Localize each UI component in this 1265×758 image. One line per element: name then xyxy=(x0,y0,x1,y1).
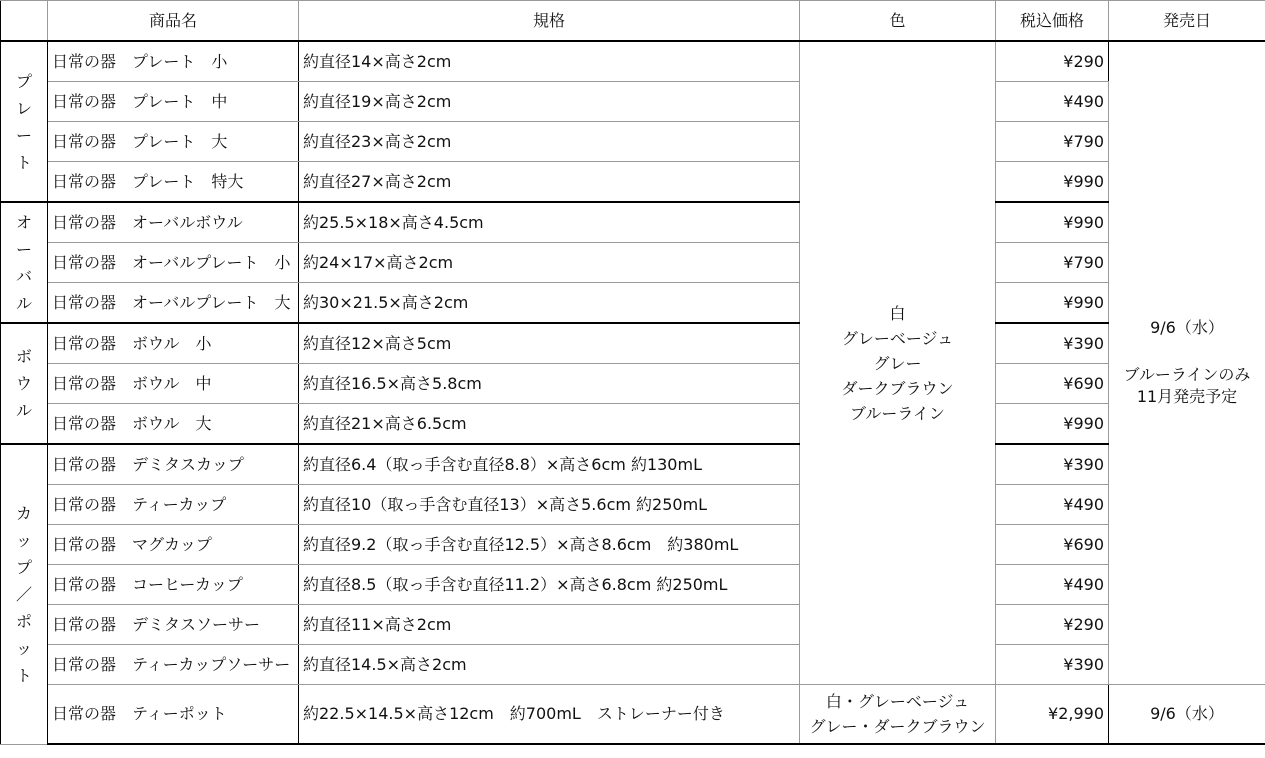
color-cell-main xyxy=(800,41,996,685)
color-option: 白・グレーベージュ xyxy=(825,692,970,711)
product-price: ¥990 xyxy=(996,162,1109,203)
header-name: 商品名 xyxy=(48,1,299,42)
product-name: 日常の器 ティーカップ xyxy=(48,485,299,525)
header-row xyxy=(1,1,1265,42)
product-name: 日常の器 ボウル 大 xyxy=(48,404,299,445)
category-label: カップ／ポット xyxy=(15,503,32,685)
header-spec: 規格 xyxy=(299,1,800,42)
product-price: ¥790 xyxy=(996,122,1109,162)
color-option: ブルーライン xyxy=(850,403,945,423)
product-spec: 約25.5×18×高さ4.5cm xyxy=(299,202,800,243)
table-row xyxy=(1,404,1265,445)
category-cell-cup-pot xyxy=(1,444,48,744)
header-color: 色 xyxy=(800,1,996,42)
color-option: ダークブラウン xyxy=(841,378,954,398)
table-row xyxy=(1,323,1265,364)
product-price: ¥2,990 xyxy=(996,685,1109,745)
color-option: グレー xyxy=(873,353,922,373)
product-spec: 約直径19×高さ2cm xyxy=(299,82,800,122)
product-price: ¥690 xyxy=(996,364,1109,404)
table-row xyxy=(1,444,1265,485)
product-spec: 約直径8.5（取っ手含む直径11.2）×高さ6.8cm 約250mL xyxy=(299,565,800,605)
table-row xyxy=(1,645,1265,685)
product-price: ¥790 xyxy=(996,243,1109,283)
product-spec: 約直径21×高さ6.5cm xyxy=(299,404,800,445)
product-price: ¥290 xyxy=(996,41,1109,82)
product-name: 日常の器 ティーカップソーサー xyxy=(48,645,299,685)
product-spec: 約直径9.2（取っ手含む直径12.5）×高さ8.6cm 約380mL xyxy=(299,525,800,565)
table-row xyxy=(1,243,1265,283)
product-name: 日常の器 オーバルプレート 小 xyxy=(48,243,299,283)
product-spec: 約24×17×高さ2cm xyxy=(299,243,800,283)
category-label: ボウル xyxy=(15,347,32,420)
category-label: プレート xyxy=(15,71,32,172)
product-price: ¥390 xyxy=(996,645,1109,685)
product-name: 日常の器 オーバルボウル xyxy=(48,202,299,243)
product-price: ¥490 xyxy=(996,565,1109,605)
table-row xyxy=(1,41,1265,82)
product-spec: 約直径11×高さ2cm xyxy=(299,605,800,645)
product-spec: 約直径10（取っ手含む直径13）×高さ5.6cm 約250mL xyxy=(299,485,800,525)
table-row xyxy=(1,122,1265,162)
product-spec: 約22.5×14.5×高さ12cm 約700mL ストレーナー付き xyxy=(299,685,800,745)
product-spec: 約直径12×高さ5cm xyxy=(299,323,800,364)
product-name: 日常の器 プレート 大 xyxy=(48,122,299,162)
product-name: 日常の器 オーバルプレート 大 xyxy=(48,283,299,324)
table-row xyxy=(1,202,1265,243)
product-price: ¥990 xyxy=(996,404,1109,445)
color-cell-teapot xyxy=(800,685,996,745)
product-price: ¥490 xyxy=(996,485,1109,525)
product-name: 日常の器 ティーポット xyxy=(48,685,299,745)
product-spec: 約直径27×高さ2cm xyxy=(299,162,800,203)
product-name: 日常の器 デミタスソーサー xyxy=(48,605,299,645)
product-name: 日常の器 マグカップ xyxy=(48,525,299,565)
category-label: オーバル xyxy=(15,212,32,313)
product-name: 日常の器 デミタスカップ xyxy=(48,444,299,485)
product-spec: 約30×21.5×高さ2cm xyxy=(299,283,800,324)
product-price: ¥690 xyxy=(996,525,1109,565)
product-spec: 約直径16.5×高さ5.8cm xyxy=(299,364,800,404)
release-date: 9/6（水） xyxy=(1150,704,1224,724)
release-note: ブルーラインのみ xyxy=(1123,364,1251,384)
product-price: ¥990 xyxy=(996,283,1109,324)
color-option: グレー・ダークブラウン xyxy=(809,717,986,736)
header-price: 税込価格 xyxy=(996,1,1109,42)
release-date-cell-main xyxy=(1109,41,1265,685)
product-spec: 約直径6.4（取っ手含む直径8.8）×高さ6cm 約130mL xyxy=(299,444,800,485)
product-name: 日常の器 プレート 特大 xyxy=(48,162,299,203)
category-cell-oval xyxy=(1,202,48,323)
product-price: ¥990 xyxy=(996,202,1109,243)
table-row xyxy=(1,605,1265,645)
category-cell-plate xyxy=(1,41,48,202)
product-name: 日常の器 プレート 小 xyxy=(48,41,299,82)
product-name: 日常の器 プレート 中 xyxy=(48,82,299,122)
header-date: 発売日 xyxy=(1109,1,1265,42)
table-row xyxy=(1,283,1265,324)
table-row xyxy=(1,162,1265,203)
category-cell-bowl xyxy=(1,323,48,444)
product-price: ¥490 xyxy=(996,82,1109,122)
table-row xyxy=(1,364,1265,404)
product-spec: 約直径14.5×高さ2cm xyxy=(299,645,800,685)
product-name: 日常の器 コーヒーカップ xyxy=(48,565,299,605)
release-date: 9/6（水） xyxy=(1150,318,1224,338)
header-corner xyxy=(1,1,48,42)
product-name: 日常の器 ボウル 小 xyxy=(48,323,299,364)
table-row xyxy=(1,525,1265,565)
product-price: ¥390 xyxy=(996,323,1109,364)
product-price: ¥390 xyxy=(996,444,1109,485)
product-price: ¥290 xyxy=(996,605,1109,645)
color-option: 白 xyxy=(889,303,906,323)
table-row xyxy=(1,565,1265,605)
product-name: 日常の器 ボウル 中 xyxy=(48,364,299,404)
release-note: 11月発売予定 xyxy=(1136,386,1238,406)
table-row xyxy=(1,82,1265,122)
table-row xyxy=(1,685,1265,745)
color-option: グレーベージュ xyxy=(841,328,954,348)
table-row xyxy=(1,485,1265,525)
product-spec: 約直径14×高さ2cm xyxy=(299,41,800,82)
release-date-cell-teapot xyxy=(1109,685,1265,745)
product-spec: 約直径23×高さ2cm xyxy=(299,122,800,162)
